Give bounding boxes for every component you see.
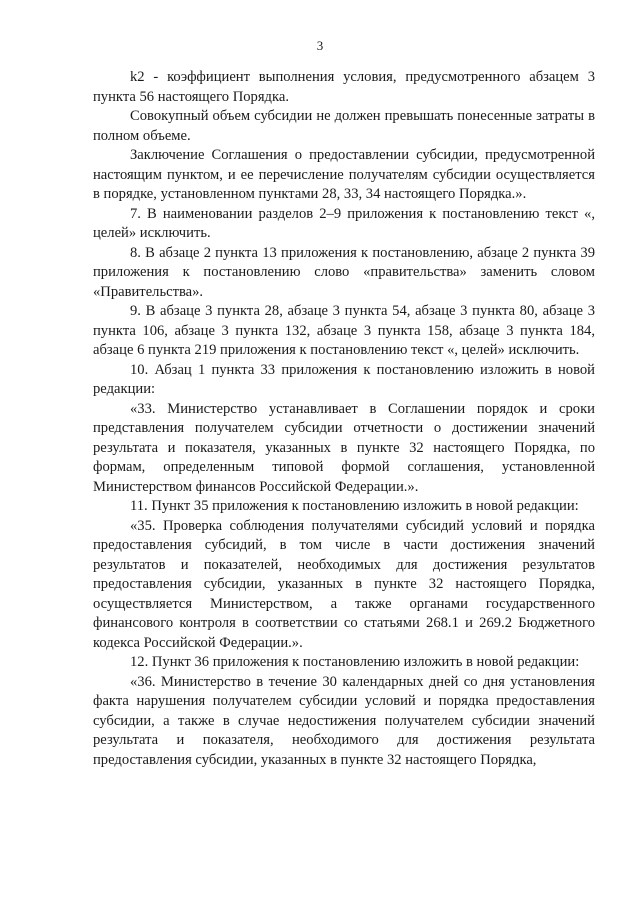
paragraph-clause-33: «33. Министерство устанавливает в Соглашении порядок и сроки представления получателем субсидии отчетности о достижении значений результата и показателя, указанных в пункте 32 настоящего Порядка, по формам, определенным типовой формой соглашения, установленной Министерством финансов Российской Федерации.». [93,400,595,495]
paragraph-item-8: 8. В абзаце 2 пункта 13 приложения к постановлению, абзаце 2 пункта 39 приложения к постановлению слово «правительства» заменить словом «Правительства». [93,244,595,300]
paragraph-item-11: 11. Пункт 35 приложения к постановлению изложить в новой редакции: [130,498,579,514]
paragraph-item-9: 9. В абзаце 3 пункта 28, абзаце 3 пункта 54, абзаце 3 пункта 80, абзаце 3 пункта 106, абзаце 3 пункта 132, абзаце 3 пункта 158, абзаце 3 пункта 184, абзаце 6 пункта 219 приложения к постановлению текст «, целей» исключить. [93,303,595,358]
paragraph-item-12: 12. Пункт 36 приложения к постановлению изложить в новой редакции: [130,654,580,670]
paragraph-item-7: 7. В наименовании разделов 2–9 приложения к постановлению текст «, целей» исключить. [93,205,595,241]
document-body [93,68,595,770]
paragraph-clause-35: «35. Проверка соблюдения получателями субсидий условий и порядка предоставления субсидий, в том числе в части достижения значений результатов и показателей, необходимых для достижения результатов предоставления субсидии, указанных в пункте 32 настоящего Порядка, осуществляется Министерством, а также органами государственного финансового контроля в соответствии со статьями 268.1 и 269.2 Бюджетного кодекса Российской Федерации.». [93,517,595,651]
paragraph-k2-definition: k2 - коэффициент выполнения условия, предусмотренного абзацем 3 пункта 56 настоящего Порядка. [93,69,595,105]
paragraph-agreement-conclusion: Заключение Соглашения о предоставлении субсидии, предусмотренной настоящим пунктом, и ее перечисление получателям субсидии осуществляется в порядке, установленном пунктами 28, 33, 34 настоящего Порядка.». [93,147,595,202]
paragraph-item-10: 10. Абзац 1 пункта 33 приложения к постановлению изложить в новой редакции: [93,361,595,397]
paragraph-subsidy-total: Совокупный объем субсидии не должен превышать понесенные затраты в полном объеме. [93,108,595,144]
paragraph-clause-36: «36. Министерство в течение 30 календарных дней со дня установления факта нарушения получателем субсидии условий и порядка предоставления субсидии, а также в случае недостижения получателем субсидии значений результата и показателя, необходимого для достижения результата предоставления субсидии, указанных в пункте 32 настоящего Порядка, [93,673,595,768]
page-number: 3 [316,38,324,53]
